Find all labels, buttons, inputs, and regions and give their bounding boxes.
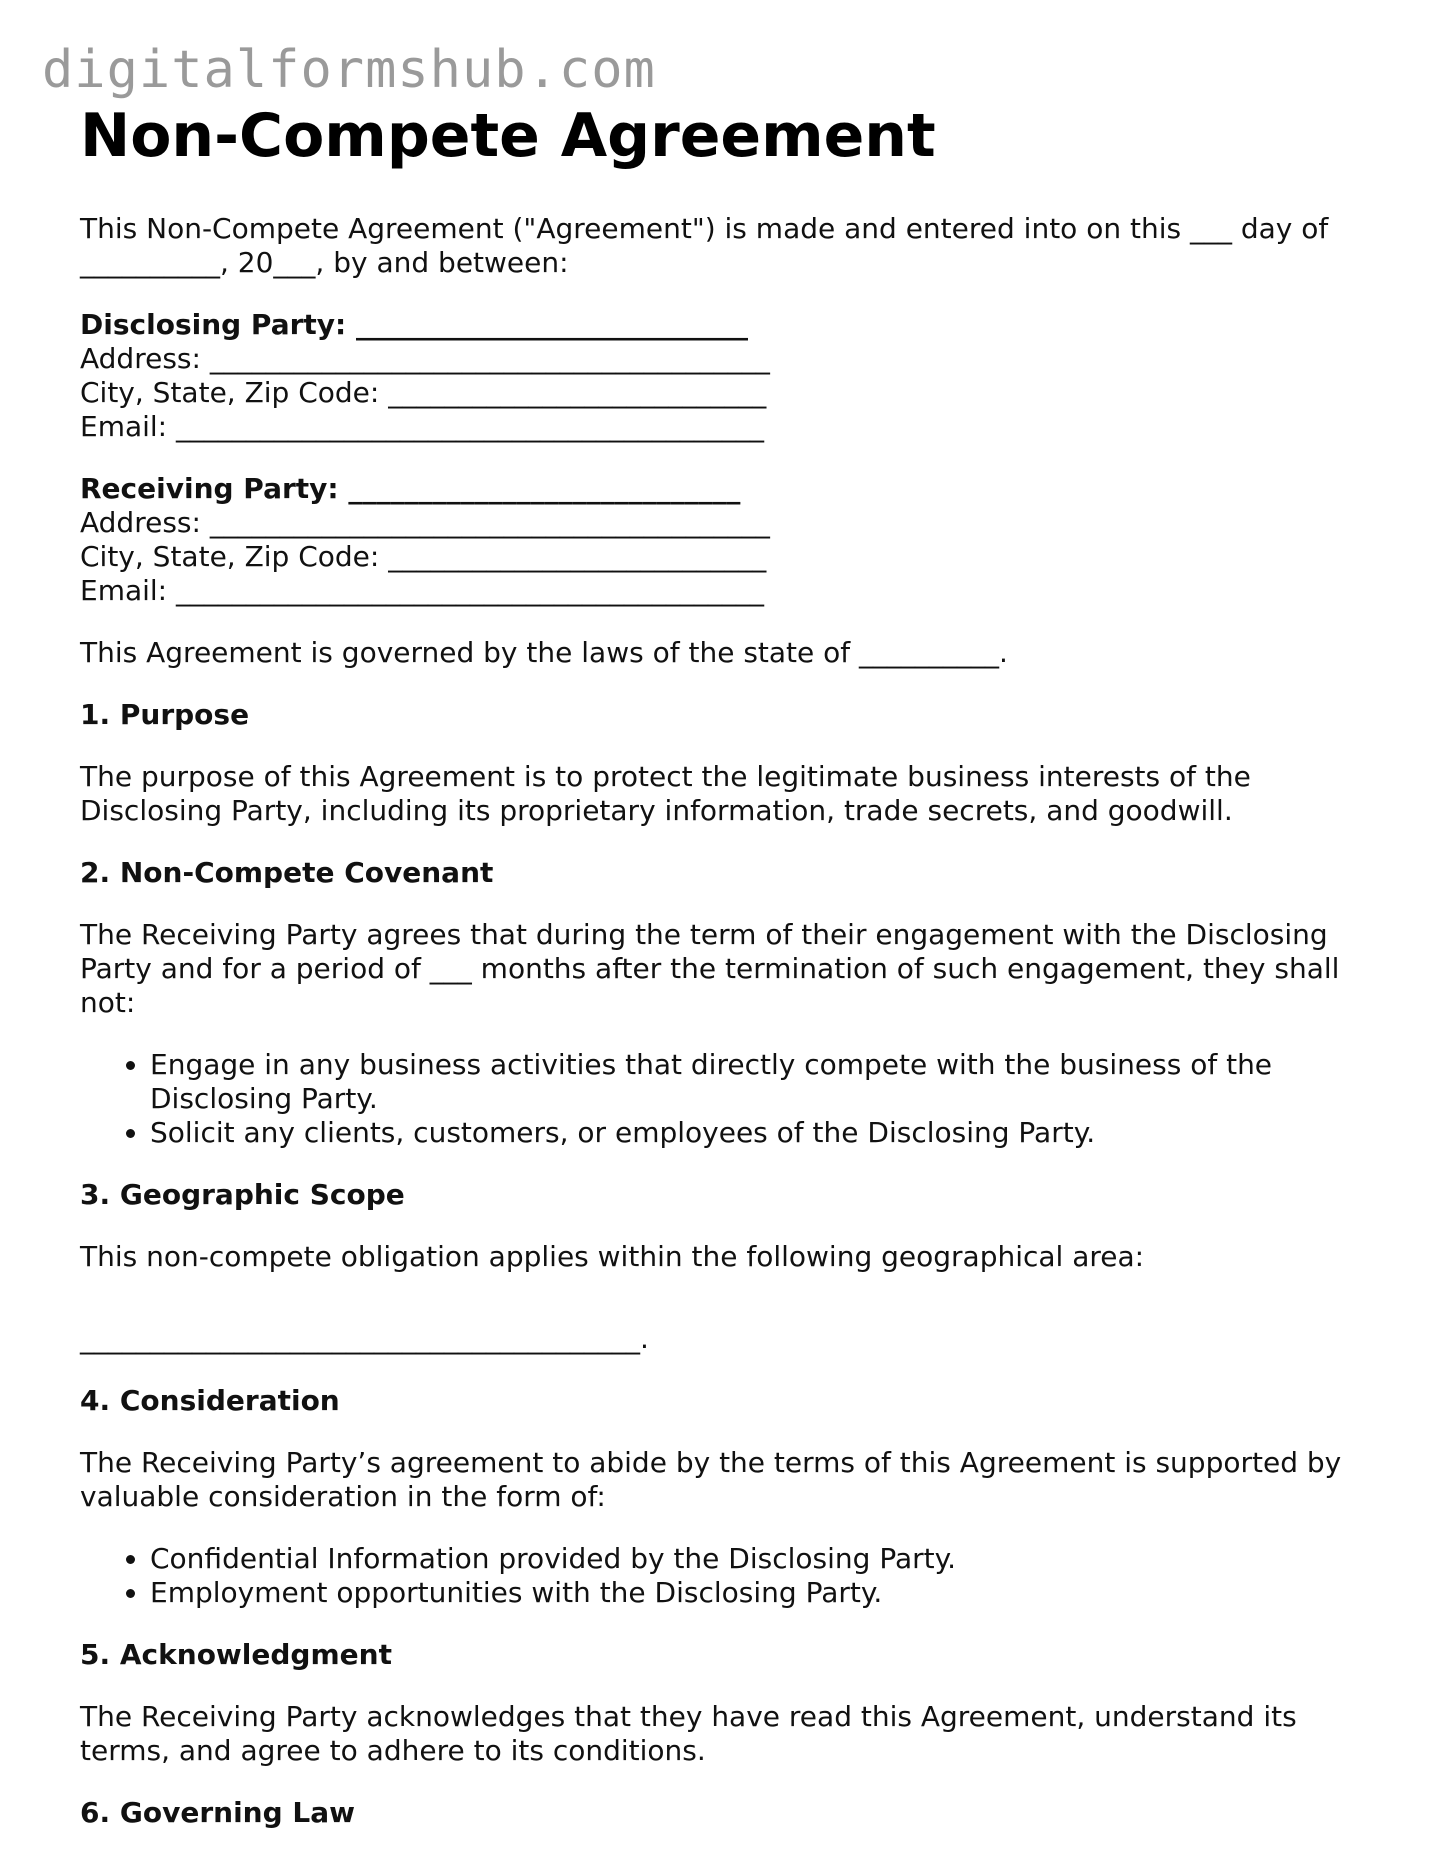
disclosing-party-blank[interactable]: ____________________________ (346, 308, 748, 341)
disclosing-city-field[interactable]: City, State, Zip Code: ___________________________ (80, 376, 767, 409)
geographic-area-field[interactable]: ________________________________________. (80, 1322, 649, 1355)
disclosing-address-field[interactable]: Address: ________________________________________ (80, 342, 770, 375)
watermark: digitalformshub.com (42, 40, 656, 100)
section-2-heading: 2. Non-Compete Covenant (80, 856, 494, 889)
list-item: • Solicit any clients, customers, or employees of the Disclosing Party. (150, 1116, 1370, 1150)
section-5-text: The Receiving Party acknowledges that they have read this Agreement, understand its terms, and agree to adhere to its conditions. (80, 1700, 1297, 1767)
list-item: • Employment opportunities with the Disclosing Party. (150, 1576, 1370, 1610)
governing-state-paragraph: This Agreement is governed by the laws of the state of __________. (80, 636, 1008, 669)
receiving-party-blank[interactable]: ____________________________ (338, 472, 741, 505)
document-page (80, 100, 1370, 1858)
section-4-list (80, 1542, 1370, 1610)
receiving-city-field[interactable]: City, State, Zip Code: ___________________________ (80, 540, 767, 573)
receiving-address-field[interactable]: Address: ________________________________________ (80, 506, 770, 539)
disclosing-party-block (80, 308, 1370, 444)
receiving-party-label: Receiving Party: (80, 472, 339, 505)
section-6-heading: 6. Governing Law (80, 1796, 355, 1829)
receiving-party-block (80, 472, 1370, 608)
list-item: • Engage in any business activities that directly compete with the business of the Disclosing Party. (150, 1048, 1370, 1116)
document-title: Non-Compete Agreement (80, 101, 936, 171)
section-2-list (80, 1048, 1370, 1150)
intro-paragraph: This Non-Compete Agreement ("Agreement") is made and entered into on this ___ day of __________, 20___, by and between: (80, 212, 1329, 279)
disclosing-party-label: Disclosing Party: (80, 308, 347, 341)
disclosing-party-line (80, 308, 1370, 342)
section-3-text: This non-compete obligation applies within the following geographical area: (80, 1240, 1145, 1273)
list-item: • Confidential Information provided by the Disclosing Party. (150, 1542, 1370, 1576)
receiving-email-field[interactable]: Email: __________________________________________ (80, 574, 765, 607)
section-4-heading: 4. Consideration (80, 1384, 340, 1417)
disclosing-email-field[interactable]: Email: __________________________________________ (80, 410, 765, 443)
section-5-heading: 5. Acknowledgment (80, 1638, 392, 1671)
section-1-text: The purpose of this Agreement is to protect the legitimate business interests of the Disclosing Party, including its proprietary information, trade secrets, and goodwill. (80, 760, 1251, 827)
section-4-text: The Receiving Party’s agreement to abide by the terms of this Agreement is supported by valuable consideration in the form of: (80, 1446, 1342, 1513)
section-2-text: The Receiving Party agrees that during the term of their engagement with the Disclosing Party and for a period of ___ months after the termination of such engagement, they shall not: (80, 918, 1340, 1019)
section-3-heading: 3. Geographic Scope (80, 1178, 405, 1211)
receiving-party-line (80, 472, 1370, 506)
section-1-heading: 1. Purpose (80, 698, 250, 731)
